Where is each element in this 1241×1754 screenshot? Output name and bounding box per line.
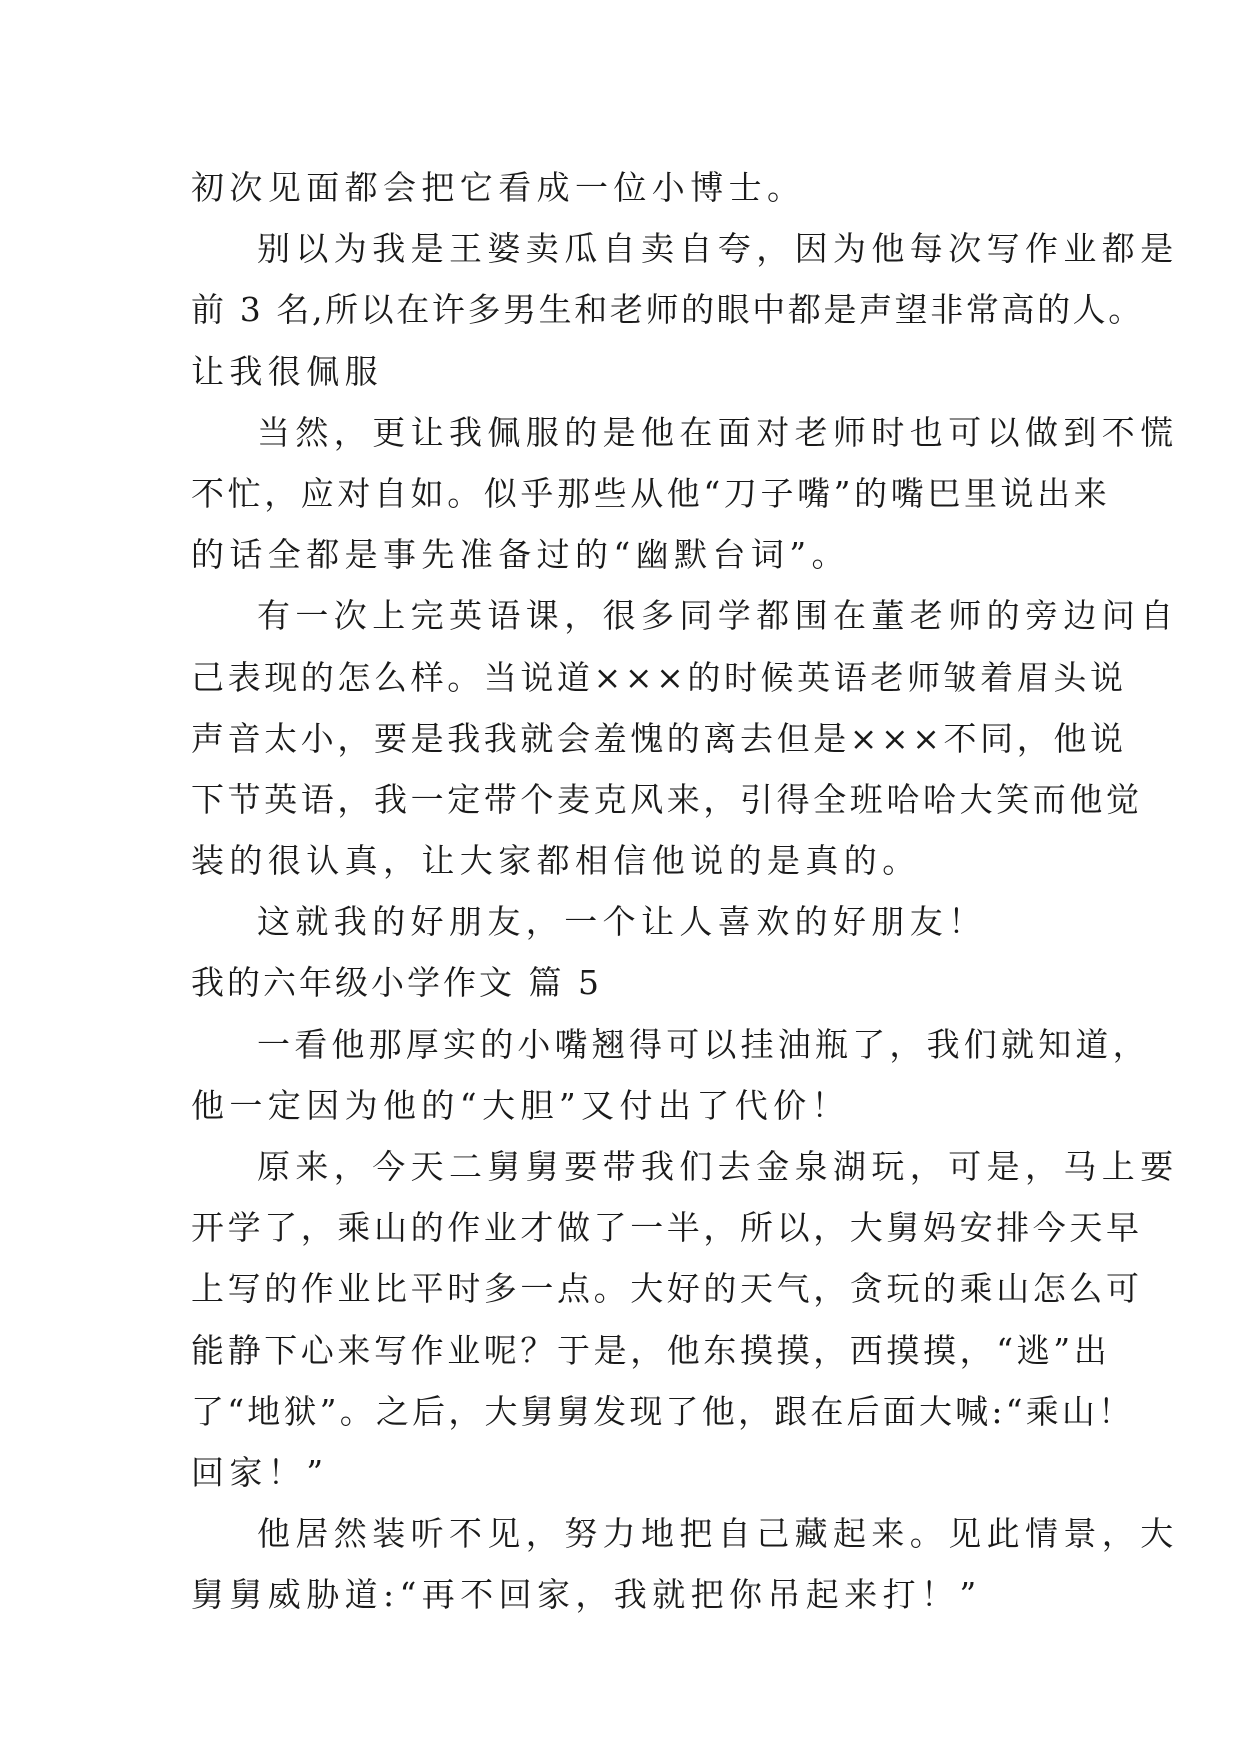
text-line: 舅舅威胁道:“再不回家，我就把你吊起来打！” <box>191 1575 982 1615</box>
text-line: 前 3 名,所以在许多男生和老师的眼中都是声望非常高的人。 <box>191 290 1144 330</box>
paragraph-start-line: 这就我的好朋友，一个让人喜欢的好朋友！ <box>257 902 987 942</box>
paragraph-start-line: 当然，更让我佩服的是他在面对老师时也可以做到不慌 <box>257 412 1179 452</box>
text-line: 让我很佩服 <box>191 351 383 391</box>
text-line: 装的很认真，让大家都相信他说的是真的。 <box>191 841 921 881</box>
text-line: 上写的作业比平时多一点。大好的天气，贪玩的乘山怎么可 <box>191 1269 1143 1309</box>
text-line: 声音太小，要是我我就会羞愧的离去但是×××不同，他说 <box>191 718 1127 758</box>
text-line: 能静下心来写作业呢？于是，他东摸摸，西摸摸，“逃”出 <box>191 1330 1111 1370</box>
paragraph-start-line: 原来，今天二舅舅要带我们去金泉湖玩，可是，马上要 <box>257 1147 1179 1186</box>
text-line: 初次见面都会把它看成一位小博士。 <box>191 168 806 207</box>
text-line: 的话全都是事先准备过的“幽默台词”。 <box>191 535 850 575</box>
section-heading: 我的六年级小学作文 篇 5 <box>191 963 602 1003</box>
paragraph-start-line: 他居然装听不见，努力地把自己藏起来。见此情景，大 <box>257 1514 1179 1554</box>
text-line: 开学了，乘山的作业才做了一半，所以，大舅妈安排今天早 <box>191 1208 1143 1248</box>
text-line: 下节英语，我一定带个麦克风来，引得全班哈哈大笑而他觉 <box>191 779 1143 819</box>
text-line: 己表现的怎么样。当说道×××的时候英语老师皱着眉头说 <box>191 657 1127 697</box>
text-line: 不忙，应对自如。似乎那些从他“刀子嘴”的嘴巴里说出来 <box>191 473 1111 513</box>
text-line: 回家！” <box>191 1452 329 1492</box>
paragraph-start-line: 一看他那厚实的小嘴翘得可以挂油瓶了，我们就知道， <box>257 1024 1150 1064</box>
text-line: 他一定因为他的“大胆”又付出了代价！ <box>191 1085 850 1125</box>
paragraph-start-line: 有一次上完英语课，很多同学都围在董老师的旁边问自 <box>257 596 1179 636</box>
document-body <box>191 157 1179 1626</box>
paragraph-start-line: 别以为我是王婆卖瓜自卖自夸，因为他每次写作业都是 <box>257 229 1179 269</box>
text-line: 了“地狱”。之后，大舅舅发现了他，跟在后面大喊:“乘山！ <box>191 1391 1135 1431</box>
